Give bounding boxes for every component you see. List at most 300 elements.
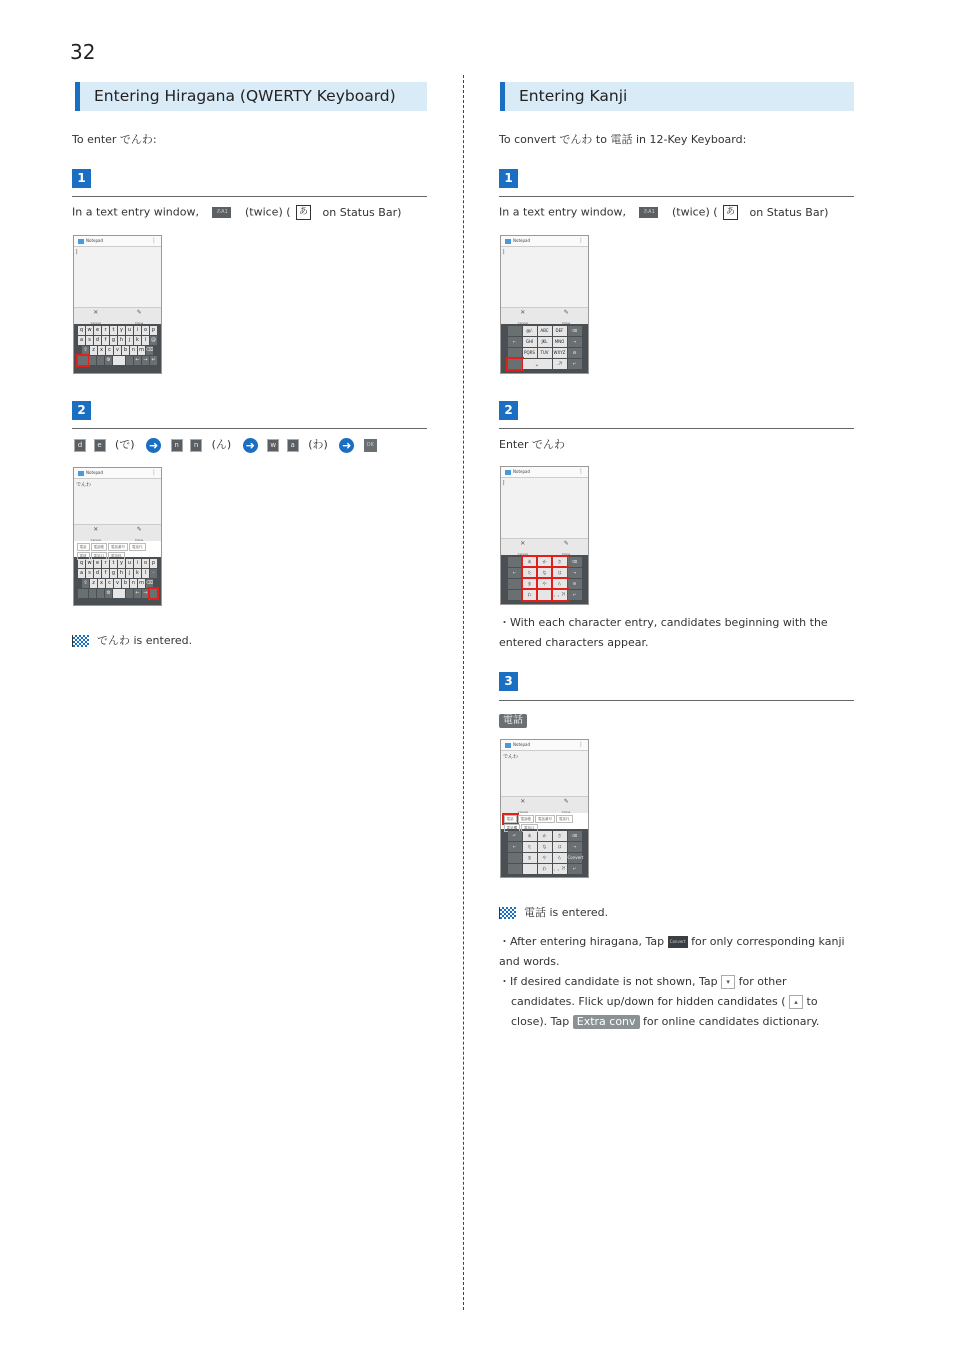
space-key: [113, 589, 125, 598]
step-text: (twice) (: [671, 205, 718, 219]
screenshot-12key-candidates: [500, 739, 589, 878]
key: [508, 590, 522, 600]
note-text: for online candidates dictionary.: [643, 1015, 820, 1028]
key: さ: [553, 831, 567, 841]
cancel-label: Cancel: [90, 321, 101, 325]
key: 、。?!: [553, 864, 567, 874]
key: さ: [553, 557, 567, 567]
right-intro: To convert でんわ to 電話 in 12-Key Keyboard:: [499, 133, 747, 146]
candidate: 電話機: [504, 824, 521, 832]
key: h: [119, 337, 124, 343]
d-key-icon: d: [74, 439, 86, 452]
right-section-title: Entering Kanji: [500, 82, 854, 111]
key: n: [131, 580, 136, 586]
arrow-right-icon: ➜: [146, 438, 161, 453]
key: な: [538, 568, 552, 578]
done-label: Done: [562, 321, 571, 325]
right-step-3-number: 3: [499, 672, 518, 691]
12-key-keyboard: [501, 829, 588, 878]
note-text: After entering hiragana, Tap: [510, 935, 665, 948]
mode-key-highlighted: [78, 356, 88, 365]
arrow-right-icon: ➜: [243, 438, 258, 453]
key: s: [86, 569, 93, 578]
key: た: [523, 842, 537, 852]
key: [89, 356, 96, 365]
right-arrow-icon: →: [568, 842, 582, 852]
kb-row-1: [502, 557, 587, 567]
done-label: Done: [135, 321, 144, 325]
key: ..?!: [553, 359, 567, 369]
note-2-cont: [499, 992, 859, 1012]
right-step-2-text: Enter でんわ: [499, 438, 566, 451]
key: WXYZ: [553, 348, 567, 358]
kb-row-1: [75, 326, 160, 335]
right-arrow-icon: →: [143, 357, 148, 363]
wrench-icon: ⚙: [568, 579, 582, 589]
key: v: [114, 346, 121, 355]
wrench-icon: ⚙: [106, 590, 111, 596]
key: は: [553, 842, 567, 852]
text-area: |: [501, 478, 588, 538]
left-section-title: Entering Hiragana (QWERTY Keyboard): [75, 82, 427, 111]
done-label: Done: [135, 538, 144, 542]
key: ら: [553, 579, 567, 589]
key: h: [119, 570, 124, 576]
key: p: [151, 327, 156, 333]
key: PQRS: [523, 348, 537, 358]
wrench-icon: ⚙: [106, 357, 111, 363]
notepad-icon: [78, 239, 84, 244]
notepad-bar: [501, 467, 588, 478]
note-text: for only corresponding kanji and words.: [499, 935, 845, 968]
key: u: [127, 560, 132, 566]
text-area: でんわ: [74, 479, 161, 524]
key: i: [134, 559, 141, 568]
candidate: 電話帳: [518, 815, 535, 823]
key: o: [143, 560, 148, 566]
key: た: [523, 568, 537, 578]
key: TUV: [538, 348, 552, 358]
step-text: In a text entry window,: [499, 205, 626, 219]
input-mode-key-icon: あA1: [639, 207, 658, 218]
kb-row-4: [502, 864, 587, 874]
right-step-2-note: [499, 613, 854, 653]
key: [508, 853, 522, 863]
candidate: 電話: [77, 543, 90, 551]
screenshot-12key-alpha: [500, 235, 589, 374]
key: w: [87, 327, 92, 333]
left-step-1-number: 1: [72, 169, 91, 188]
text-area: でんわ: [501, 751, 588, 796]
right-arrow-icon: →: [568, 337, 582, 347]
candidate: 電話代: [556, 815, 573, 823]
note-1: [499, 932, 859, 972]
key: ABC: [538, 326, 552, 336]
note-text: If desired candidate is not shown, Tap: [510, 975, 718, 988]
backspace-key: ⌫: [146, 347, 154, 353]
bullet-dot: ・: [499, 616, 510, 629]
key: b: [123, 580, 128, 586]
backspace-key: ⌫: [146, 580, 154, 586]
kb-row-3: [502, 853, 587, 863]
note-text: for other: [738, 975, 787, 988]
key: [126, 356, 133, 365]
key: k: [134, 336, 141, 345]
key: c: [106, 579, 113, 588]
candidate-highlighted: 電話: [504, 815, 517, 823]
key: ま: [523, 579, 537, 589]
text-area: |: [501, 247, 588, 307]
cancel-icon: ✕ Cancel: [517, 798, 528, 814]
key: d: [95, 570, 100, 576]
extra-conv-key: Extra conv: [573, 1015, 640, 1029]
left-result: [72, 632, 192, 648]
left-arrow-icon: ←: [508, 568, 522, 578]
key: w: [87, 560, 92, 566]
right-step-2-rule: [499, 428, 854, 429]
notepad-title: Notepad: [86, 470, 103, 475]
done-icon: ✎ Done: [562, 540, 571, 556]
screenshot-qwerty-denwa: [73, 467, 162, 606]
key: わ: [538, 864, 552, 874]
key: o: [143, 327, 148, 333]
note-text: candidates. Flick up/down for hidden candidates (: [511, 995, 786, 1008]
key: a: [79, 337, 84, 343]
key: d: [95, 337, 100, 343]
menu-icon: ⋮: [578, 741, 584, 748]
kb-row-4: [75, 356, 160, 365]
key: j: [126, 569, 133, 578]
n-key-icon: n: [171, 439, 183, 452]
shift-key: ⇧: [83, 347, 88, 353]
key: q: [79, 560, 84, 566]
menu-icon: ⋮: [151, 237, 157, 244]
cancel-done-bar: [74, 524, 161, 541]
cancel-icon: ✕ Cancel: [90, 309, 101, 325]
note-text: to: [806, 995, 818, 1008]
right-notes: [499, 932, 859, 1032]
key: [508, 348, 522, 358]
notepad-bar: [74, 468, 161, 479]
key: DEF: [553, 326, 567, 336]
key: @: [151, 337, 156, 343]
mode-key-highlighted: [508, 359, 522, 369]
notepad-title: Notepad: [86, 238, 103, 243]
key: [508, 864, 522, 874]
right-step-1-text: [499, 205, 828, 220]
menu-icon: ⋮: [578, 468, 584, 475]
right-result: [499, 904, 608, 920]
key: わ: [523, 590, 537, 600]
step-text: In a text entry window,: [72, 205, 199, 219]
right-step-3-rule: [499, 700, 854, 701]
right-step-3-text: [499, 708, 527, 728]
left-step-1-text: [72, 205, 401, 220]
left-arrow-icon: ←: [135, 590, 140, 596]
candidate: 電話番号: [535, 815, 555, 823]
result-n: (ん): [211, 438, 232, 451]
enter-icon: ↵: [568, 590, 582, 600]
kb-row-2: [502, 568, 587, 578]
key: l: [142, 336, 149, 345]
right-step-1-rule: [499, 196, 854, 197]
key: [508, 557, 522, 567]
key: x: [98, 346, 105, 355]
backspace-icon: ⌫: [568, 557, 582, 567]
left-arrow-icon: ←: [508, 337, 522, 347]
cancel-done-bar: [501, 307, 588, 324]
note-2: [499, 972, 859, 992]
key: は: [553, 568, 567, 578]
key: ら: [553, 853, 567, 863]
kb-row-1: [75, 559, 160, 568]
right-arrow-icon: →: [143, 590, 148, 596]
kb-row-2: [502, 337, 587, 347]
key: [508, 326, 522, 336]
kb-row-3: [75, 579, 160, 588]
key: y: [118, 326, 125, 335]
key: z: [90, 579, 97, 588]
key: JKL: [538, 337, 552, 347]
key: e: [95, 560, 100, 566]
cancel-icon: ✕ Cancel: [517, 540, 528, 556]
key: r: [102, 326, 109, 335]
hiragana-status-icon: あ: [723, 205, 738, 220]
key: k: [134, 569, 141, 578]
key: [508, 579, 522, 589]
left-arrow-icon: ←: [508, 842, 522, 852]
done-label: Done: [562, 552, 571, 556]
key: [126, 589, 133, 598]
key: m: [139, 580, 144, 586]
key: z: [90, 346, 97, 355]
screenshot-12key-hiragana: [500, 466, 589, 605]
wrench-icon: ⚙: [568, 348, 582, 358]
notepad-icon: [505, 239, 511, 244]
key: j: [126, 336, 133, 345]
checkered-flag-icon: [499, 907, 516, 919]
left-arrow-icon: ←: [135, 357, 140, 363]
kb-row-4: [75, 589, 160, 598]
12-key-keyboard: [501, 555, 588, 605]
cancel-label: Cancel: [517, 552, 528, 556]
key: -: [150, 569, 157, 578]
notepad-icon: [505, 470, 511, 475]
notepad-icon: [505, 743, 511, 748]
backspace-icon: ⌫: [568, 831, 582, 841]
key: s: [86, 336, 93, 345]
result-de: (で): [115, 438, 135, 451]
done-icon: ✎ Done: [135, 526, 144, 542]
key: q: [79, 327, 84, 333]
enter-icon: ↵: [151, 357, 156, 363]
right-step-1-number: 1: [499, 169, 518, 188]
n-key-icon: n: [190, 439, 202, 452]
key: u: [127, 327, 132, 333]
key: ま: [523, 853, 537, 863]
w-key-icon: w: [267, 439, 279, 452]
key: a: [79, 570, 84, 576]
denwa-candidate-key: 電話: [499, 714, 527, 728]
done-icon: ✎ Done: [562, 798, 571, 814]
key: [538, 590, 552, 600]
key: f: [102, 569, 109, 578]
step-text: on Status Bar): [322, 205, 402, 219]
left-step-2-rule: [72, 428, 427, 429]
input-mode-key-icon: あA1: [212, 207, 231, 218]
key: や: [538, 853, 552, 863]
kb-row-2: [75, 336, 160, 345]
key: g: [111, 570, 116, 576]
convert-key: Convert: [568, 853, 582, 863]
cancel-label: Cancel: [517, 321, 528, 325]
arrow-right-icon: ➜: [339, 438, 354, 453]
candidate: 電話帳: [91, 543, 108, 551]
key: g: [111, 337, 116, 343]
key: か: [538, 557, 552, 567]
kb-row-1: [502, 326, 587, 336]
kb-row-3: [502, 348, 587, 358]
left-result-text: でんわ is entered.: [97, 634, 193, 647]
key: t: [110, 559, 117, 568]
key: [78, 589, 88, 598]
right-step-2-number: 2: [499, 401, 518, 420]
hiragana-status-icon: あ: [296, 205, 311, 220]
key: [89, 589, 96, 598]
note-text: With each character entry, candidates beginning with the entered characters appear.: [499, 616, 828, 649]
convert-key-icon: Convert: [668, 936, 688, 948]
enter-icon: ↵: [568, 864, 582, 874]
done-icon: ✎ Done: [135, 309, 144, 325]
key: x: [98, 579, 105, 588]
candidate: 電話番号: [108, 543, 128, 551]
key: r: [102, 559, 109, 568]
key: あ: [523, 557, 537, 567]
cancel-done-bar: [501, 538, 588, 555]
step-text: (twice) (: [244, 205, 291, 219]
candidate: 電話口: [521, 824, 538, 832]
left-step-2-number: 2: [72, 401, 91, 420]
candidate: 電波: [77, 552, 90, 560]
key: e: [95, 327, 100, 333]
candidate: 電話料: [108, 552, 125, 560]
checkered-flag-icon: [72, 635, 89, 647]
result-wa: (わ): [308, 438, 328, 451]
key: MNO: [553, 337, 567, 347]
key: v: [114, 579, 121, 588]
cancel-icon: ✕ Cancel: [517, 309, 528, 325]
menu-icon: ⋮: [578, 237, 584, 244]
expand-candidates-icon: ▾: [721, 975, 735, 989]
key: 、。?!: [553, 590, 567, 600]
key: m: [139, 347, 144, 353]
bullet-dot: ・: [499, 975, 510, 988]
bullet-dot: ・: [499, 935, 510, 948]
notepad-bar: [501, 740, 588, 751]
12-key-keyboard: [501, 324, 588, 374]
key: か: [538, 831, 552, 841]
space-key: ␣: [523, 359, 552, 369]
qwerty-keyboard: [74, 324, 161, 374]
notepad-bar: [74, 236, 161, 247]
key: @/.: [523, 326, 537, 336]
e-key-icon: e: [94, 439, 106, 452]
cancel-label: Cancel: [517, 810, 528, 814]
undo-icon: ↶: [508, 831, 522, 841]
cancel-label: Cancel: [90, 538, 101, 542]
step-text: on Status Bar): [749, 205, 829, 219]
done-icon: ✎ Done: [562, 309, 571, 325]
key: b: [123, 347, 128, 353]
kb-row-2: [502, 842, 587, 852]
text-area: |: [74, 247, 161, 307]
note-2-cont-2: [499, 1012, 859, 1032]
notepad-icon: [78, 471, 84, 476]
candidate-list: [74, 541, 161, 557]
qwerty-keyboard: [74, 557, 161, 606]
key: n: [131, 347, 136, 353]
key: GHI: [523, 337, 537, 347]
column-divider: [463, 75, 464, 1310]
notepad-title: Notepad: [513, 742, 530, 747]
page-number: 32: [70, 40, 96, 64]
candidate: 電話代: [129, 543, 146, 551]
key: [97, 356, 104, 365]
key: な: [538, 842, 552, 852]
enter-icon: ↵: [568, 359, 582, 369]
shift-key: ⇧: [83, 580, 88, 586]
key: y: [118, 559, 125, 568]
notepad-bar: [501, 236, 588, 247]
left-intro: To enter でんわ:: [72, 133, 157, 146]
key: l: [142, 569, 149, 578]
kb-row-3: [502, 579, 587, 589]
note-text: close). Tap: [511, 1015, 570, 1028]
left-step-2-text: [72, 436, 379, 453]
key: p: [151, 560, 156, 566]
kb-row-1: [502, 831, 587, 841]
key: i: [134, 326, 141, 335]
cancel-done-bar: [74, 307, 161, 324]
menu-icon: ⋮: [151, 469, 157, 476]
key: あ: [523, 831, 537, 841]
key: [523, 864, 537, 874]
ok-key-icon: OK: [364, 439, 377, 452]
right-result-text: 電話 is entered.: [524, 906, 609, 919]
kb-row-2: [75, 569, 160, 578]
kb-row-3: [75, 346, 160, 355]
candidate: 電話口: [91, 552, 108, 560]
key: t: [110, 326, 117, 335]
space-key: [113, 356, 125, 365]
backspace-icon: ⌫: [568, 326, 582, 336]
key: c: [106, 346, 113, 355]
left-step-1-rule: [72, 196, 427, 197]
cancel-done-bar: [501, 796, 588, 813]
notepad-title: Notepad: [513, 238, 530, 243]
screenshot-qwerty-empty: [73, 235, 162, 374]
collapse-candidates-icon: ▴: [789, 995, 803, 1009]
key: や: [538, 579, 552, 589]
key: [97, 589, 104, 598]
cancel-icon: ✕ Cancel: [90, 526, 101, 542]
candidate-list: [501, 813, 588, 829]
a-key-icon: a: [287, 439, 299, 452]
right-arrow-icon: →: [568, 568, 582, 578]
key: f: [102, 336, 109, 345]
notepad-title: Notepad: [513, 469, 530, 474]
ok-key-highlighted: [150, 589, 157, 598]
